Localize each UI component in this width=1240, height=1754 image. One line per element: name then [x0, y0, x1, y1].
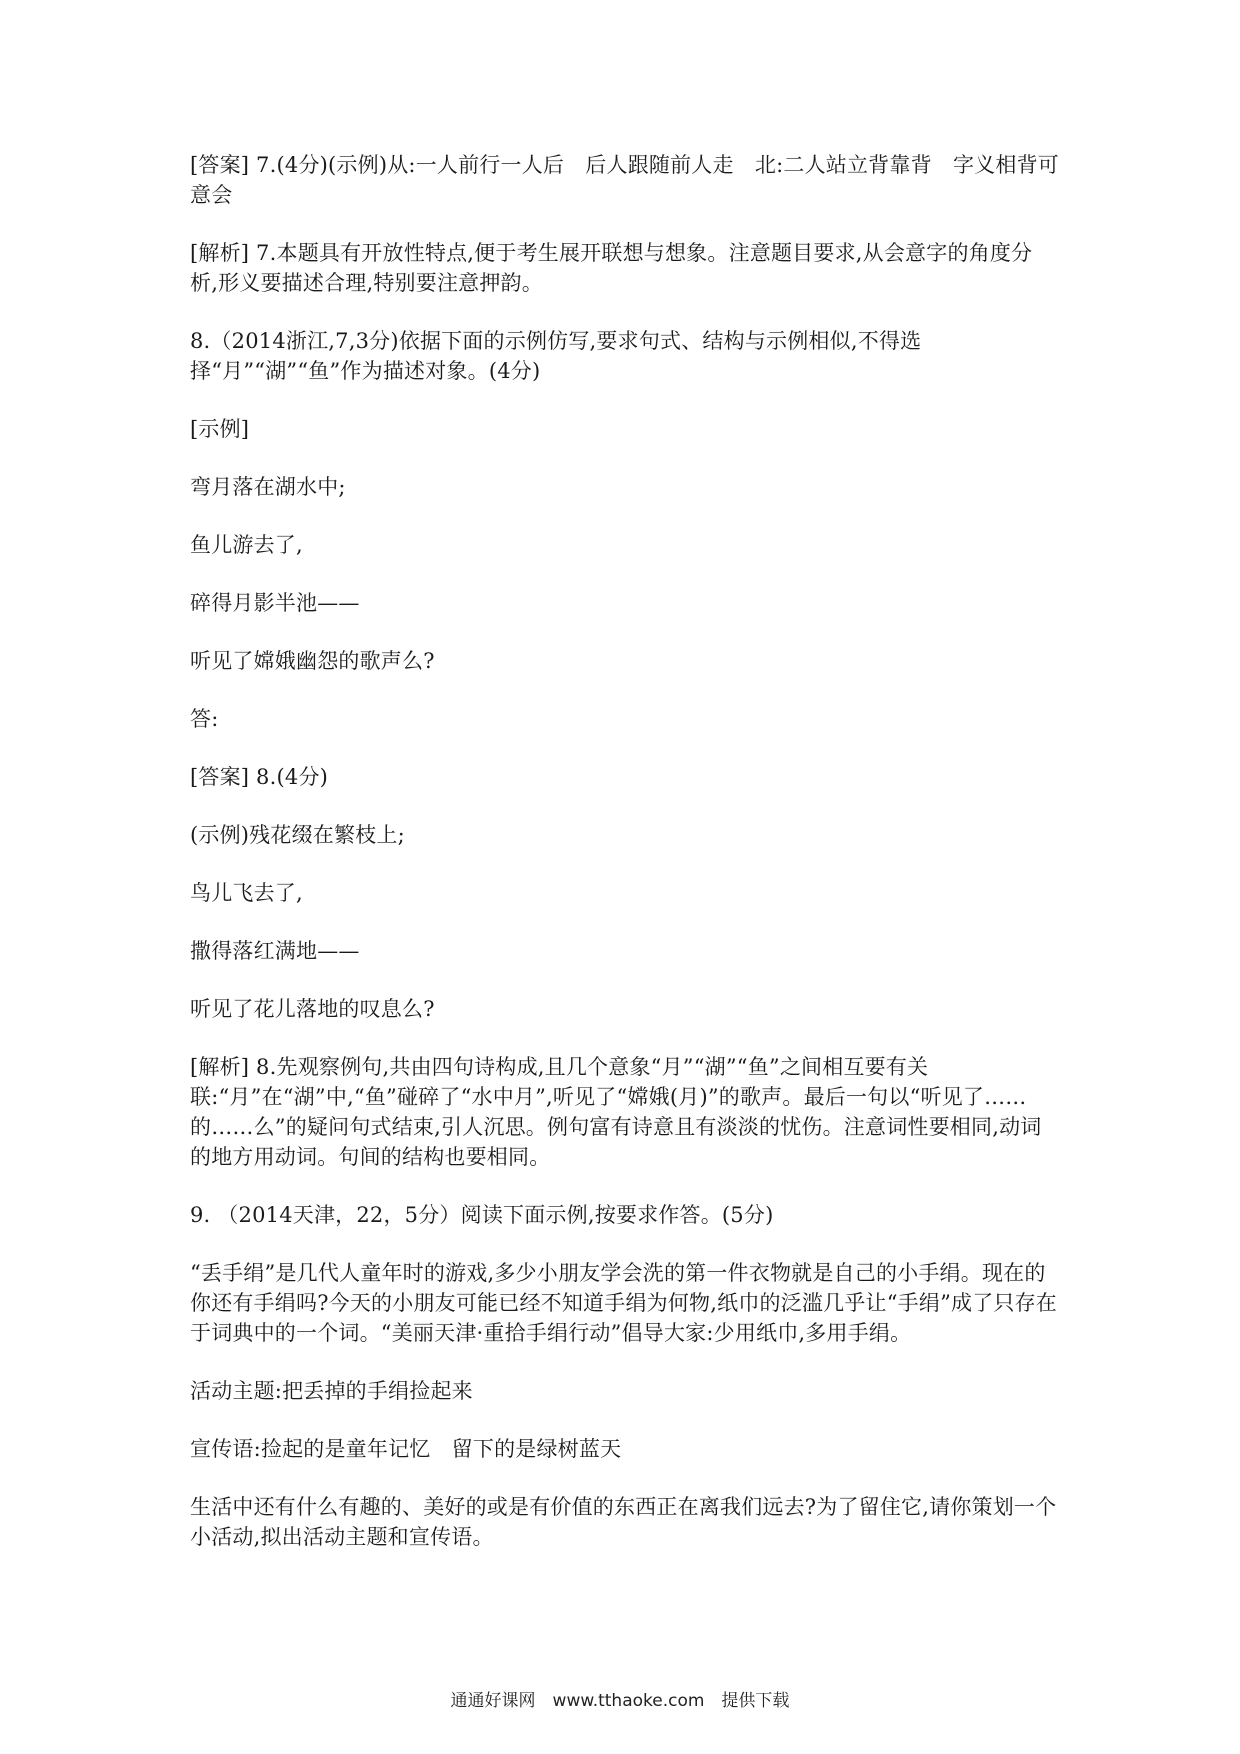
answer-8-line-1: (示例)残花缀在繁枝上; — [190, 823, 405, 847]
activity-theme: 活动主题:把丢掉的手绢捡起来 — [190, 1379, 473, 1403]
answer-8-line-4: 听见了花儿落地的叹息么? — [190, 997, 435, 1021]
question-9-prompt: 生活中还有什么有趣的、美好的或是有价值的东西正在离我们远去?为了留住它,请你策划一个小活动,拟出活动主题和宣传语。 — [190, 1495, 1057, 1549]
answer-8-line-2: 鸟儿飞去了, — [190, 881, 303, 905]
answer-7: [答案] 7.(4分)(示例)从:一人前行一人后 后人跟随前人走 北:二人站立背靠背 字义相背可意会 — [190, 153, 1059, 207]
analysis-7: [解析] 7.本题具有开放性特点,便于考生展开联想与想象。注意题目要求,从会意字的角度分析,形义要描述合理,特别要注意押韵。 — [190, 241, 1033, 295]
slogan: 宣传语:捡起的是童年记忆 留下的是绿树蓝天 — [190, 1437, 622, 1461]
question-8: 8.（2014浙江,7,3分)依据下面的示例仿写,要求句式、结构与示例相似,不得选择“月”“湖”“鱼”作为描述对象。(4分) — [190, 329, 922, 383]
example-line-2: 鱼儿游去了, — [190, 533, 303, 557]
example-heading: [示例] — [190, 417, 250, 441]
document-body — [190, 150, 1060, 1580]
question-9: 9. （2014天津，22，5分）阅读下面示例,按要求作答。(5分) — [190, 1203, 774, 1227]
answer-8: [答案] 8.(4分) — [190, 765, 329, 789]
answer-label: 答: — [190, 707, 219, 731]
example-line-3: 碎得月影半池—— — [190, 591, 360, 615]
question-9-passage: “丢手绢”是几代人童年时的游戏,多少小朋友学会洗的第一件衣物就是自己的小手绢。现在的你还有手绢吗?今天的小朋友可能已经不知道手绢为何物,纸巾的泛滥几乎让“手绢”成了只存在于词典中的一个词。“美丽天津·重拾手绢行动”倡导大家:少用纸巾,多用手绢。 — [190, 1261, 1058, 1345]
answer-8-line-3: 撒得落红满地—— — [190, 939, 360, 963]
analysis-8: [解析] 8.先观察例句,共由四句诗构成,且几个意象“月”“湖”“鱼”之间相互要有关联:“月”在“湖”中,“鱼”碰碎了“水中月”,听见了“嫦娥(月)”的歌声。最后一句以“听见了……的……么”的疑问句式结束,引人沉思。例句富有诗意且有淡淡的忧伤。注意词性要相同,动词的地方用动词。句间的结构也要相同。 — [190, 1055, 1042, 1169]
example-line-1: 弯月落在湖水中; — [190, 475, 346, 499]
example-line-4: 听见了嫦娥幽怨的歌声么? — [190, 649, 435, 673]
page-footer: 通通好课网 www.tthaoke.com 提供下载 — [450, 1691, 790, 1711]
